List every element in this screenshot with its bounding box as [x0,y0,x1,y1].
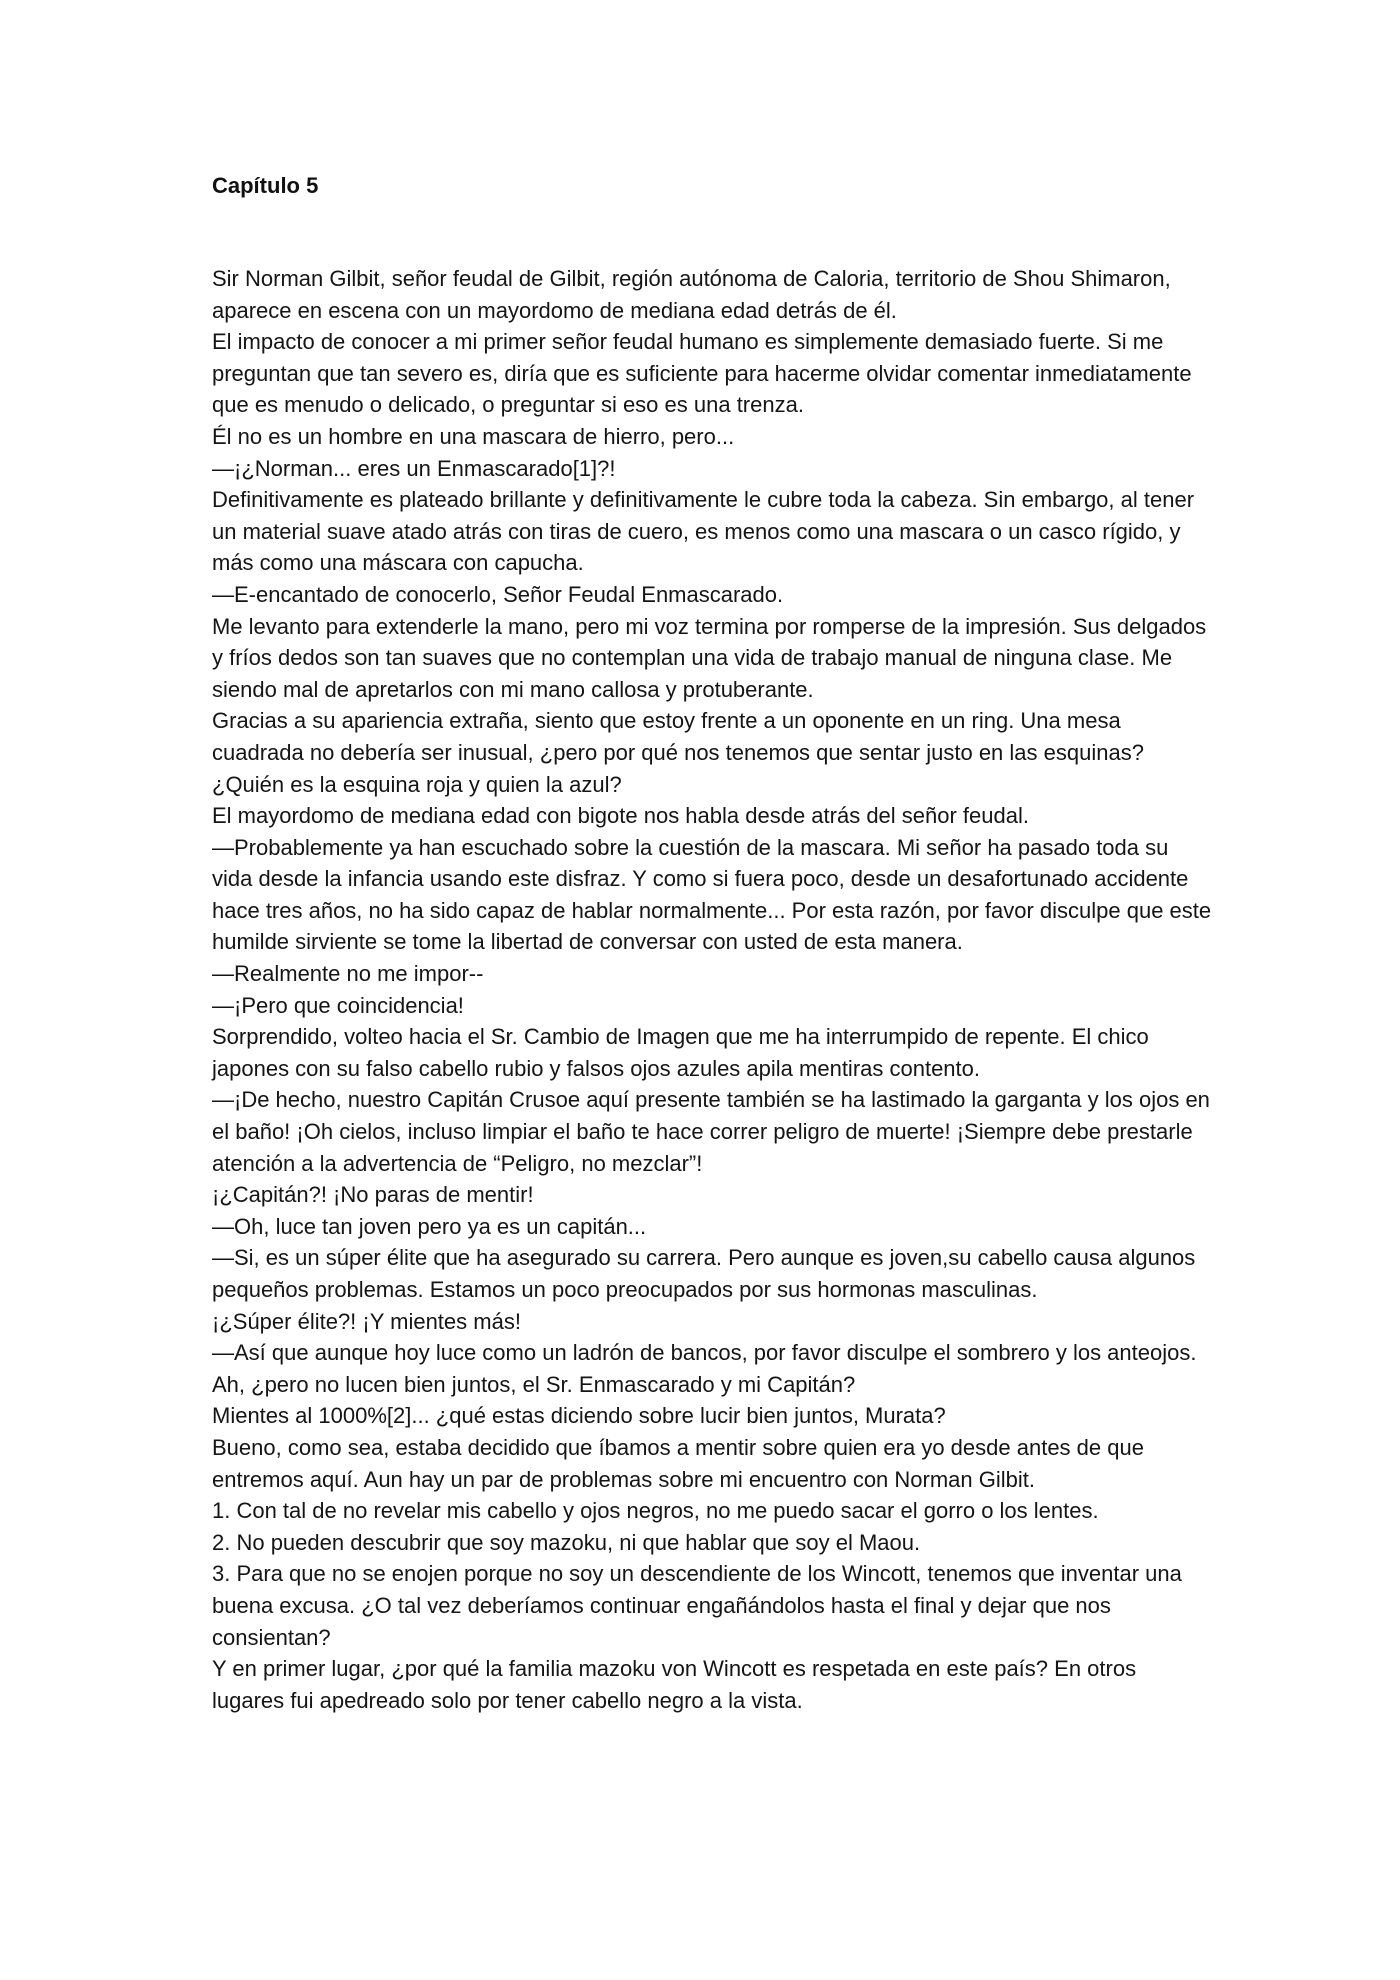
paragraph: —Realmente no me impor-- [212,961,484,987]
chapter-body [212,263,1212,1716]
paragraph: Gracias a su apariencia extraña, siento que estoy frente a un oponente en un ring. Una mesa cuadrada no debería ser inusual, ¿pero por qué nos tenemos que sentar justo en las esquinas? ¿Quién es la esquina roja y quien la azul? [212,708,1144,797]
paragraph: —Así que aunque hoy luce como un ladrón de bancos, por favor disculpe el sombrero y los anteojos. Ah, ¿pero no lucen bien juntos, el Sr. Enmascarado y mi Capitán? [212,1340,1197,1397]
paragraph: Sorprendido, volteo hacia el Sr. Cambio de Imagen que me ha interrumpido de repente. El chico japones con su falso cabello rubio y falsos ojos azules apila mentiras contento. [212,1024,1149,1081]
chapter-title: Capítulo 5 [212,173,319,198]
paragraph: —¡De hecho, nuestro Capitán Crusoe aquí presente también se ha lastimado la garganta y los ojos en el baño! ¡Oh cielos, incluso limpiar el baño te hace correr peligro de muerte! ¡Siempre debe prestarle atención a la advertencia de “Peligro, no mezclar”! [212,1087,1210,1176]
paragraph: Mientes al 1000%[2]... ¿qué estas diciendo sobre lucir bien juntos, Murata? [212,1403,946,1429]
paragraph: El mayordomo de mediana edad con bigote nos habla desde atrás del señor feudal. [212,803,1029,829]
paragraph: Sir Norman Gilbit, señor feudal de Gilbit, región autónoma de Caloria, territorio de Shou Shimaron, aparece en escena con un mayordomo de mediana edad detrás de él. [212,266,1171,323]
paragraph: ¡¿Capitán?! ¡No paras de mentir! [212,1182,534,1208]
paragraph: —¡Pero que coincidencia! [212,992,464,1018]
paragraph: —¡¿Norman... eres un Enmascarado[1]?! [212,455,616,481]
paragraph: Bueno, como sea, estaba decidido que íbamos a mentir sobre quien era yo desde antes de que entremos aquí. Aun hay un par de problemas sobre mi encuentro con Norman Gilbit. [212,1434,1144,1492]
list-item: 1. Con tal de no revelar mis cabello y ojos negros, no me puedo sacar el gorro o los lentes. [212,1498,1099,1524]
paragraph: —Si, es un súper élite que ha asegurado su carrera. Pero aunque es joven,su cabello causa algunos pequeños problemas. Estamos un poco preocupados por sus hormonas masculinas. [212,1245,1196,1302]
paragraph: —Probablemente ya han escuchado sobre la cuestión de la mascara. Mi señor ha pasado toda su vida desde la infancia usando este disfraz. Y como si fuera poco, desde un desafortunado accidente hace tres años, no ha sido capaz de hablar normalmente... Por esta razón, por favor disculpe que este humilde sirviente se tome la libertad de conversar con usted de esta manera. [212,834,1212,955]
list-item: 3. Para que no se enojen porque no soy un descendiente de los Wincott, tenemos que inventar una buena excusa. ¿O tal vez deberíamos continuar engañándolos hasta el final y dejar que nos consientan? [212,1561,1182,1650]
paragraph: Me levanto para extenderle la mano, pero mi voz termina por romperse de la impresión. Sus delgados y fríos dedos son tan suaves que no contemplan una vida de trabajo manual de ninguna clase. Me siendo mal de apretarlos con mi mano callosa y protuberante. [212,613,1207,702]
paragraph: Definitivamente es plateado brillante y definitivamente le cubre toda la cabeza. Sin embargo, al tener un material suave atado atrás con tiras de cuero, es menos como una mascara o un casco rígido, y más como una máscara con capucha. [212,487,1195,576]
paragraph: —E-encantado de conocerlo, Señor Feudal Enmascarado. [212,581,784,607]
paragraph: ¡¿Súper élite?! ¡Y mientes más! [212,1308,521,1334]
paragraph: —Oh, luce tan joven pero ya es un capitán... [212,1213,647,1239]
paragraph: Él no es un hombre en una mascara de hierro, pero... [212,423,735,449]
paragraph: El impacto de conocer a mi primer señor feudal humano es simplemente demasiado fuerte. Si me preguntan que tan severo es, diría que es suficiente para hacerme olvidar comentar inmediatamente que es menudo o delicado, o preguntar si eso es una trenza. [212,329,1192,418]
paragraph: Y en primer lugar, ¿por qué la familia mazoku von Wincott es respetada en este país? En otros lugares fui apedreado solo por tener cabello negro a la vista. [212,1656,1137,1713]
list-item: 2. No pueden descubrir que soy mazoku, ni que hablar que soy el Maou. [212,1529,921,1555]
